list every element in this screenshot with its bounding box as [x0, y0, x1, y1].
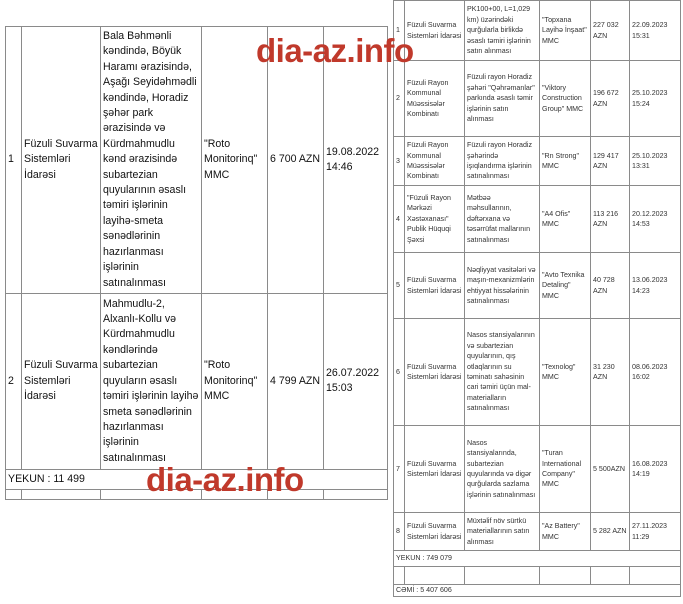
description-cell: Nəqliyyat vasitələri və maşın-mexanizmlərin ehtiyyat hissələrinin satınalınması — [465, 253, 540, 319]
company-cell: "Rn Strong" MMC — [540, 137, 591, 186]
organization-cell: Füzuli Rayon Kommunal Müəssisələr Kombinatı — [405, 61, 465, 137]
description-cell: Mətbəə məhsullarının, dəftərxana və təsərrüfat mallarının satınalınması — [465, 186, 540, 253]
organization-cell: Füzuli Suvarma Sistemləri İdarəsi — [405, 319, 465, 426]
amount-cell: 5 282 AZN — [591, 513, 630, 551]
organization-cell: Füzuli Suvarma Sistemləri İdarəsi — [22, 27, 101, 294]
amount-cell: 196 672 AZN — [591, 61, 630, 137]
date-cell: 25.10.2023 15:24 — [630, 61, 681, 137]
organization-cell: Füzuli Suvarma Sistemləri İdarəsi — [22, 293, 101, 469]
amount-cell: 6 700 AZN — [268, 27, 324, 294]
date-cell: 13.06.2023 14:23 — [630, 253, 681, 319]
amount-cell: 4 799 AZN — [268, 293, 324, 469]
company-cell: "Texnolog" MMC — [540, 319, 591, 426]
total-cell: YEKUN : 749 079 — [394, 551, 681, 567]
date-cell: 27.11.2023 11:29 — [630, 513, 681, 551]
company-cell: "Turan International Company" MMC — [540, 426, 591, 513]
organization-cell: Füzuli Rayon Kommunal Müəssisələr Kombinatı — [405, 137, 465, 186]
company-cell: "A4 Ofis" MMC — [540, 186, 591, 253]
description-cell: Füzuli rayon Horadiz şəhəri "Qəhrəmanlar" parkında əsaslı təmir işlərinin satın alınması — [465, 61, 540, 137]
row-number: 1 — [394, 1, 405, 61]
table-row — [394, 61, 681, 137]
table-row — [394, 513, 681, 551]
description-cell: Müxtəlif növ sürtkü materiallarının satın alınması — [465, 513, 540, 551]
left-document — [5, 26, 387, 500]
table-row — [394, 253, 681, 319]
row-number: 6 — [394, 319, 405, 426]
description-cell: Nasos stansiyalarında, subartezian quyularında və digər qurğularda sazlama işlərinin satınalınması — [465, 426, 540, 513]
amount-cell: 40 728 AZN — [591, 253, 630, 319]
table-row — [394, 137, 681, 186]
date-cell: 08.06.2023 16:02 — [630, 319, 681, 426]
row-number: 8 — [394, 513, 405, 551]
company-cell: "Topxana Layihə İnşaat" MMC — [540, 1, 591, 61]
company-cell: "Roto Monitorinq" MMC — [202, 27, 268, 294]
row-number: 2 — [394, 61, 405, 137]
row-number: 5 — [394, 253, 405, 319]
watermark-bottom: dia-az.info — [146, 461, 304, 498]
row-number: 1 — [6, 27, 22, 294]
organization-cell: Füzuli Suvarma Sistemləri İdarəsi — [405, 1, 465, 61]
company-cell: "Viktory Construction Group" MMC — [540, 61, 591, 137]
watermark-top: dia-az.info — [256, 32, 414, 69]
total-cell: YEKUN : 11 499 — [6, 469, 388, 489]
date-cell: 19.08.2022 14:46 — [324, 27, 388, 294]
description-cell: Bala Bəhmənli kəndində, Böyük Haramı ərazisində, Aşağı Seyidəhmədli kəndində, Horadiz şəhər park ərazisində və Kürdmahmudlu kənd ərazisində subartezian quyularının əsaslı təmiri işlərinin layihə-smeta sənədlərinin hazırlanması işlərinin satınalınması — [101, 27, 202, 294]
table-row — [394, 186, 681, 253]
left-procurement-table — [5, 26, 388, 500]
amount-cell: 227 032 AZN — [591, 1, 630, 61]
amount-cell: 129 417 AZN — [591, 137, 630, 186]
organization-cell: Füzuli Suvarma Sistemləri İdarəsi — [405, 253, 465, 319]
total-row — [394, 551, 681, 567]
grand-total-cell: CƏMİ : 5 407 606 — [394, 585, 681, 597]
company-cell: "Az Battery" MMC — [540, 513, 591, 551]
row-number: 3 — [394, 137, 405, 186]
date-cell: 25.10.2023 13:31 — [630, 137, 681, 186]
date-cell: 22.09.2023 15:31 — [630, 1, 681, 61]
date-cell: 20.12.2023 14:53 — [630, 186, 681, 253]
organization-cell: Füzuli Suvarma Sistemləri İdarəsi — [405, 426, 465, 513]
table-row — [394, 1, 681, 61]
amount-cell: 5 500AZN — [591, 426, 630, 513]
description-cell: Mahmudlu-2, Alxanlı-Kollu və Kürdmahmudlu kəndlərində subartezian quyuların əsaslı təmiri işlərinin layihə smeta sənədlərinin hazırlanması işlərinin satınalınması — [101, 293, 202, 469]
company-cell: "Avto Texnika Detaling" MMC — [540, 253, 591, 319]
table-row — [394, 426, 681, 513]
date-cell: 16.08.2023 14:19 — [630, 426, 681, 513]
row-number: 2 — [6, 293, 22, 469]
company-cell: "Roto Monitorinq" MMC — [202, 293, 268, 469]
amount-cell: 113 216 AZN — [591, 186, 630, 253]
organization-cell: Füzuli Suvarma Sistemləri İdarəsi — [405, 513, 465, 551]
description-cell: PK100+00, L=1,029 km) üzərindəki qurğularla birlikdə əsaslı təmiri işlərinin satın alınması — [465, 1, 540, 61]
empty-row — [394, 567, 681, 585]
right-procurement-table — [393, 0, 681, 597]
amount-cell: 31 230 AZN — [591, 319, 630, 426]
table-row — [394, 319, 681, 426]
grand-total-row — [394, 585, 681, 597]
description-cell: Füzuli rayon Horadiz şəhərində işıqlandırma işlərinin satınalınması — [465, 137, 540, 186]
date-cell: 26.07.2022 15:03 — [324, 293, 388, 469]
description-cell: Nasos stansiyalarının və subartezian quyularının, qış otlaqlarının su təminatı sahəsinin cari təmiri üçün mal-materialların satınalınması — [465, 319, 540, 426]
table-row — [6, 293, 388, 469]
right-document — [393, 0, 680, 597]
row-number: 7 — [394, 426, 405, 513]
row-number: 4 — [394, 186, 405, 253]
organization-cell: "Füzuli Rayon Mərkəzi Xəstəxanası" Publik Hüquqi Şəxsi — [405, 186, 465, 253]
